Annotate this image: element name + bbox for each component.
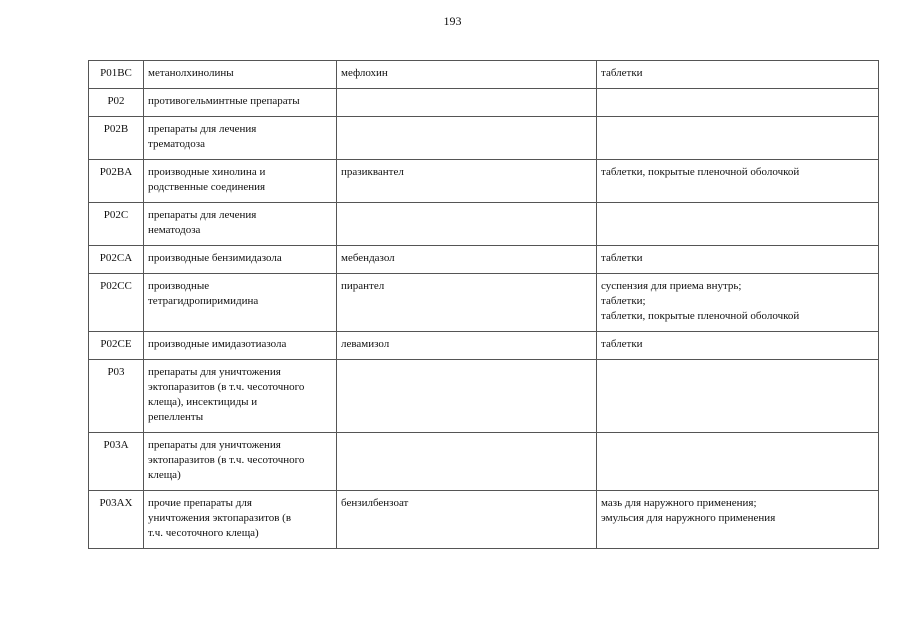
dosage-form-cell xyxy=(597,89,879,117)
group-name-cell: метанолхинолины xyxy=(144,61,337,89)
atc-code-cell: P02C xyxy=(89,203,144,246)
table-row xyxy=(89,89,879,117)
group-name-cell: препараты для лечения нематодоза xyxy=(144,203,337,246)
atc-code-cell: P03A xyxy=(89,433,144,491)
drug-name-cell xyxy=(337,360,597,433)
table-row xyxy=(89,160,879,203)
drug-name-cell xyxy=(337,117,597,160)
dosage-form-cell xyxy=(597,117,879,160)
page-number: 193 xyxy=(443,14,462,28)
dosage-form-cell: таблетки xyxy=(597,61,879,89)
drug-name-cell xyxy=(337,203,597,246)
dosage-form-cell: таблетки xyxy=(597,246,879,274)
atc-code-cell: P02CA xyxy=(89,246,144,274)
drug-name-cell xyxy=(337,89,597,117)
atc-code-cell: P03AX xyxy=(89,491,144,549)
table-row xyxy=(89,360,879,433)
dosage-form-cell: суспензия для приема внутрь; таблетки; таблетки, покрытые пленочной оболочкой xyxy=(597,274,879,332)
table-row xyxy=(89,203,879,246)
drug-name-cell: мефлохин xyxy=(337,61,597,89)
table-row xyxy=(89,61,879,89)
group-name-cell: препараты для уничтожения эктопаразитов (в т.ч. чесоточного клеща) xyxy=(144,433,337,491)
group-name-cell: препараты для уничтожения эктопаразитов (в т.ч. чесоточного клеща), инсектициды и репелленты xyxy=(144,360,337,433)
atc-code-cell: P02CE xyxy=(89,332,144,360)
group-name-cell: производные имидазотиазола xyxy=(144,332,337,360)
dosage-form-cell xyxy=(597,433,879,491)
table-body xyxy=(89,61,879,549)
drug-name-cell: пирантел xyxy=(337,274,597,332)
drug-classification-table xyxy=(88,60,879,549)
dosage-form-cell: мазь для наружного применения; эмульсия для наружного применения xyxy=(597,491,879,549)
group-name-cell: препараты для лечения трематодоза xyxy=(144,117,337,160)
atc-code-cell: P01BC xyxy=(89,61,144,89)
dosage-form-cell xyxy=(597,360,879,433)
atc-code-cell: P02B xyxy=(89,117,144,160)
group-name-cell: прочие препараты для уничтожения эктопаразитов (в т.ч. чесоточного клеща) xyxy=(144,491,337,549)
group-name-cell: противогельминтные препараты xyxy=(144,89,337,117)
dosage-form-cell: таблетки, покрытые пленочной оболочкой xyxy=(597,160,879,203)
atc-code-cell: P02CC xyxy=(89,274,144,332)
drug-name-cell: мебендазол xyxy=(337,246,597,274)
drug-name-cell: празиквантел xyxy=(337,160,597,203)
table-row xyxy=(89,117,879,160)
table-row xyxy=(89,332,879,360)
table-row xyxy=(89,246,879,274)
group-name-cell: производные хинолина и родственные соединения xyxy=(144,160,337,203)
atc-code-cell: P02BA xyxy=(89,160,144,203)
group-name-cell: производные тетрагидропиримидина xyxy=(144,274,337,332)
atc-code-cell: P03 xyxy=(89,360,144,433)
drug-name-cell xyxy=(337,433,597,491)
dosage-form-cell xyxy=(597,203,879,246)
dosage-form-cell: таблетки xyxy=(597,332,879,360)
group-name-cell: производные бензимидазола xyxy=(144,246,337,274)
drug-name-cell: бензилбензоат xyxy=(337,491,597,549)
atc-code-cell: P02 xyxy=(89,89,144,117)
table-row xyxy=(89,274,879,332)
table-row xyxy=(89,491,879,549)
table-row xyxy=(89,433,879,491)
drug-name-cell: левамизол xyxy=(337,332,597,360)
